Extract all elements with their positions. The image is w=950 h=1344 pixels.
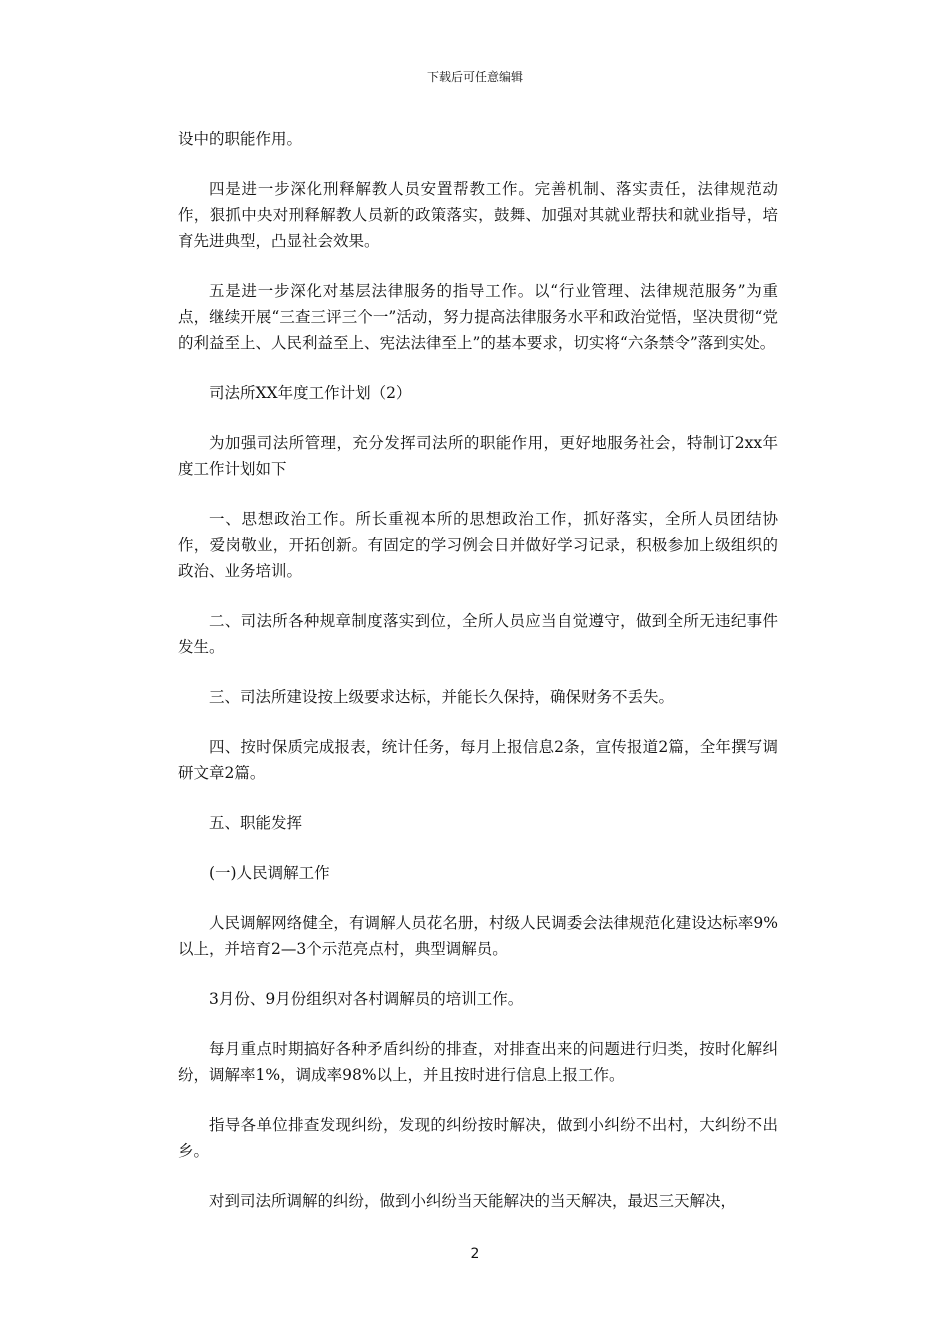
subheading: 五、职能发挥: [209, 814, 303, 832]
paragraph: 五是进一步深化对基层法律服务的指导工作。以“行业管理、法律规范服务”为重点，继续开展“三查三评三个一”活动，努力提高法律服务水平和政治觉悟，坚决贯彻“党的利益至上、人民利益至上、宪法法律至上”的基本要求，切实将“六条禁令”落到实处。: [178, 282, 778, 352]
paragraph: 每月重点时期搞好各种矛盾纠纷的排查，对排查出来的问题进行归类，按时化解纠纷，调解率1%，调成率98%以上，并且按时进行信息上报工作。: [178, 1040, 778, 1084]
paragraph: 设中的职能作用。: [178, 130, 303, 148]
paragraph: 一、思想政治工作。所长重视本所的思想政治工作，抓好落实，全所人员团结协作，爱岗敬业，开拓创新。有固定的学习例会日并做好学习记录，积极参加上级组织的政治、业务培训。: [178, 510, 778, 580]
paragraph: 为加强司法所管理，充分发挥司法所的职能作用，更好地服务社会，特制订2xx年度工作计划如下: [178, 434, 778, 478]
section-title: 司法所XX年度工作计划（2）: [209, 384, 412, 402]
paragraph: 四是进一步深化刑释解教人员安置帮教工作。完善机制、落实责任，法律规范动作，狠抓中央对刑释解教人员新的政策落实，鼓舞、加强对其就业帮扶和就业指导，培育先进典型，凸显社会效果。: [178, 180, 778, 250]
paragraph: 对到司法所调解的纠纷，做到小纠纷当天能解决的当天解决，最迟三天解决，: [209, 1192, 737, 1210]
page-header-note: 下载后可任意编辑: [426, 70, 523, 84]
subheading: (一)人民调解工作: [209, 864, 330, 882]
paragraph: 二、司法所各种规章制度落实到位，全所人员应当自觉遵守，做到全所无违纪事件发生。: [178, 612, 778, 656]
paragraph: 四、按时保质完成报表，统计任务，每月上报信息2条，宣传报道2篇，全年撰写调研文章2篇。: [178, 738, 778, 782]
paragraph: 指导各单位排查发现纠纷，发现的纠纷按时解决，做到小纠纷不出村，大纠纷不出乡。: [178, 1116, 778, 1160]
page-number: 2: [470, 1246, 480, 1262]
document-body: [178, 126, 778, 1238]
paragraph: 人民调解网络健全，有调解人员花名册，村级人民调委会法律规范化建设达标率9%以上，并培育2—3个示范亮点村，典型调解员。: [178, 914, 778, 958]
paragraph: 3月份、9月份组织对各村调解员的培训工作。: [209, 990, 524, 1008]
paragraph: 三、司法所建设按上级要求达标，并能长久保持，确保财务不丢失。: [209, 688, 675, 706]
